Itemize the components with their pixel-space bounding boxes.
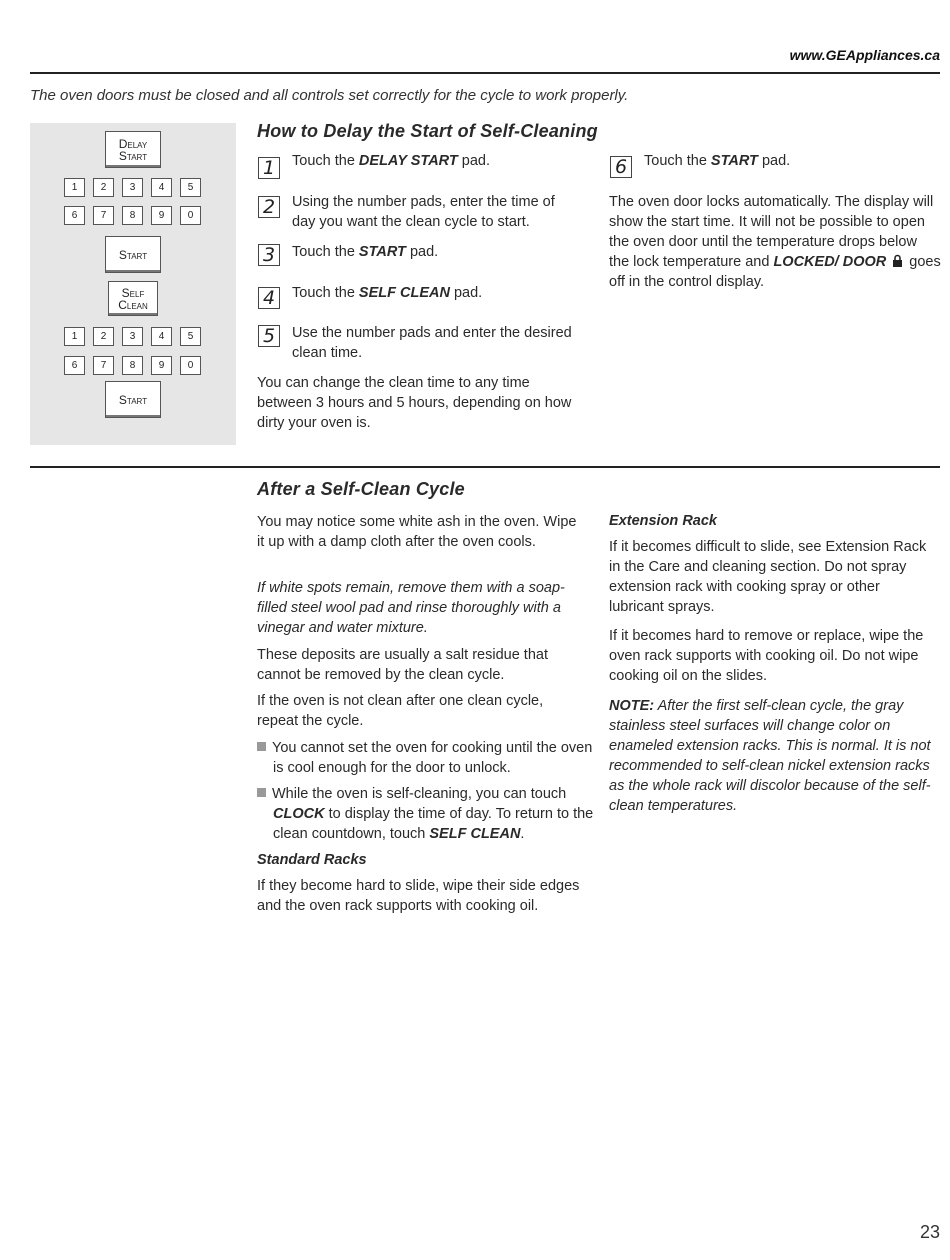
lock-icon <box>892 254 903 267</box>
keypad-row2-key: 9 <box>151 206 172 225</box>
keypad2-row2-key: 6 <box>64 356 85 375</box>
extension-rack-p2: If it becomes hard to remove or replace, wipe the oven rack supports with cooking oil. Do not wipe cooking oil on the slides. <box>609 628 924 684</box>
note-text: After the first self-clean cycle, the gray stainless steel surfaces will change color on enameled extension racks. This is normal. It is not recommended to self-clean nickel extension racks as the whole rack will discolor because of the self-clean temperatures. <box>609 698 931 814</box>
door-lock-note-pre: The oven door locks automatically. The display will show the start time. It will not be possible to open the oven door until the temperature drops below the lock temperature and <box>609 194 934 270</box>
bullet-clock-post: . <box>520 826 525 842</box>
step-1-pre: Touch the <box>292 153 359 169</box>
step-6-text <box>644 151 934 171</box>
step-4-number: 4 <box>258 287 280 309</box>
start-key-2-label: Start <box>118 392 148 407</box>
door-lock-note-post: goes off in the control display. <box>609 254 941 290</box>
bullet-cooling <box>257 738 603 778</box>
site-url[interactable]: www.GEAppliances.ca <box>789 47 940 63</box>
step-3-post: pad. <box>405 244 439 260</box>
step-4-text <box>292 283 582 303</box>
extension-rack-title: Extension Rack <box>609 513 717 529</box>
step-1-text <box>292 151 582 171</box>
step-1-bold: DELAY START <box>358 153 458 169</box>
bullet-cooling-text: You cannot set the oven for cooking until the oven is cool enough for the door to unlock. <box>272 740 593 776</box>
bullet-square <box>257 788 266 797</box>
repeat-cycle-note: If the oven is not clean after one clean cycle, repeat the cycle. <box>257 693 544 729</box>
keypad2-row1-key: 2 <box>93 327 114 346</box>
step-2-number: 2 <box>258 196 280 218</box>
step-4-post: pad. <box>449 285 483 301</box>
ash-note: You may notice some white ash in the oven. Wipe it up with a damp cloth after the oven cools. <box>257 514 577 550</box>
step-3-number: 3 <box>258 244 280 266</box>
keypad-row2-key: 0 <box>180 206 201 225</box>
start-key-2 <box>105 381 161 418</box>
bullet-clock-mid: to display the time of day. To return to the clean countdown, touch <box>273 806 594 842</box>
keypad2-row2-key: 9 <box>151 356 172 375</box>
step-1-number: 1 <box>258 157 280 179</box>
control-panel-illustration <box>30 123 236 445</box>
bullet-clock-bold2: SELF CLEAN <box>429 826 521 842</box>
white-spots-note: If white spots remain, remove them with a soap-filled steel wool pad and rinse thoroughly with a vinegar and water mixture. <box>257 580 565 636</box>
note-label: NOTE: <box>609 698 655 714</box>
page-number: 23 <box>919 1222 940 1242</box>
step-4-bold: SELF CLEAN <box>358 285 450 301</box>
keypad2-row1-key: 3 <box>122 327 143 346</box>
keypad-row2-key: 8 <box>122 206 143 225</box>
keypad-row2-key: 7 <box>93 206 114 225</box>
keypad2-row1-key: 1 <box>64 327 85 346</box>
start-key-label: Start <box>118 247 148 262</box>
keypad-row1-key: 2 <box>93 178 114 197</box>
section-divider <box>30 466 940 468</box>
step-3-bold: START <box>358 244 406 260</box>
delay-start-key-line1: Delay <box>118 136 148 151</box>
keypad-row1-key: 5 <box>180 178 201 197</box>
intro-text: The oven doors must be closed and all controls set correctly for the cycle to work properly. <box>30 87 629 104</box>
delay-start-key-line2: Start <box>118 148 148 163</box>
step-6-pre: Touch the <box>644 153 711 169</box>
bullet-clock <box>257 784 603 844</box>
bullet-clock-bold1: CLOCK <box>273 806 325 822</box>
change-clean-time-note: You can change the clean time to any time between 3 hours and 5 hours, depending on how dirty your oven is. <box>257 375 572 431</box>
step-1-post: pad. <box>457 153 490 169</box>
step-6-bold: START <box>710 153 758 169</box>
after-section-title: After a Self-Clean Cycle <box>257 479 465 499</box>
step-5-number: 5 <box>258 325 280 347</box>
bullet-clock-pre: While the oven is self-cleaning, you can touch <box>272 786 567 802</box>
bullet-square <box>257 742 266 751</box>
step-3-pre: Touch the <box>292 244 359 260</box>
keypad2-row2-key: 0 <box>180 356 201 375</box>
self-clean-key-line1: Self <box>121 285 145 300</box>
delay-section-title: How to Delay the Start of Self-Cleaning <box>257 121 598 141</box>
door-lock-note-bold: LOCKED/ DOOR <box>773 254 887 270</box>
keypad2-row2-key: 7 <box>93 356 114 375</box>
keypad2-row2-key: 8 <box>122 356 143 375</box>
start-key <box>105 236 161 273</box>
step-3-text <box>292 242 582 262</box>
step-5-text: Use the number pads and enter the desired clean time. <box>292 325 572 361</box>
step-4-pre: Touch the <box>292 285 359 301</box>
self-clean-key <box>108 281 158 316</box>
top-rule <box>30 72 940 74</box>
keypad2-row1-key: 4 <box>151 327 172 346</box>
standard-racks-title: Standard Racks <box>257 852 367 868</box>
keypad2-row1-key: 5 <box>180 327 201 346</box>
keypad-row2-key: 6 <box>64 206 85 225</box>
step-6-number: 6 <box>610 156 632 178</box>
keypad-row1-key: 1 <box>64 178 85 197</box>
door-lock-note <box>609 192 941 292</box>
keypad-row1-key: 3 <box>122 178 143 197</box>
extension-rack-note <box>609 696 939 816</box>
delay-start-key <box>105 131 161 168</box>
self-clean-key-line2: Clean <box>118 297 148 312</box>
deposits-note: These deposits are usually a salt residue that cannot be removed by the clean cycle. <box>257 647 548 683</box>
keypad-row1-key: 4 <box>151 178 172 197</box>
step-6-post: pad. <box>757 153 791 169</box>
standard-racks-text: If they become hard to slide, wipe their side edges and the oven rack supports with cooking oil. <box>257 878 580 914</box>
step-2-text: Using the number pads, enter the time of day you want the clean cycle to start. <box>292 194 555 230</box>
extension-rack-p1: If it becomes difficult to slide, see Extension Rack in the Care and cleaning section. Do not spray extension rack with cooking spray or other lubricant sprays. <box>609 539 927 615</box>
